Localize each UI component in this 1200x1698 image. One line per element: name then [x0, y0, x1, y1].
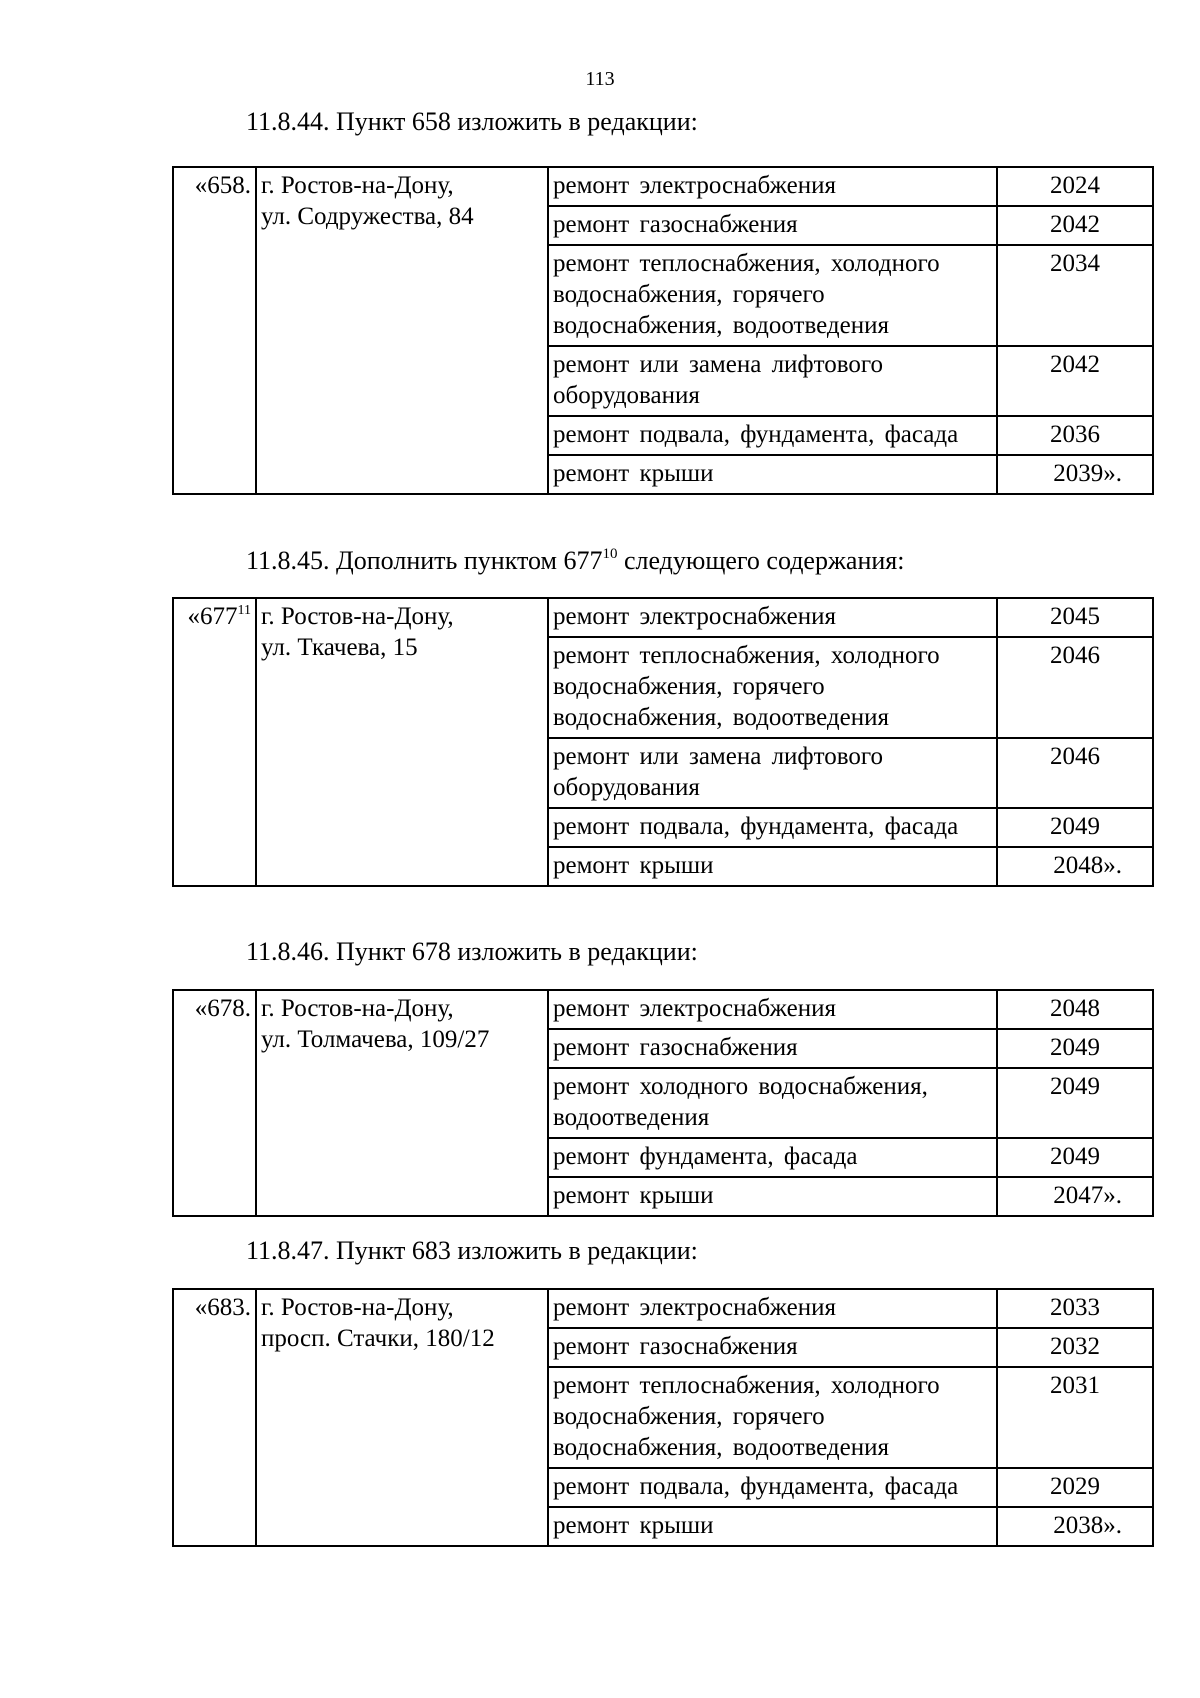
year-cell: 2024 — [997, 167, 1153, 206]
work-type-cell: ремонт подвала, фундамента, фасада — [548, 416, 997, 455]
address-cell — [256, 1289, 548, 1546]
year-cell: 2032 — [997, 1328, 1153, 1367]
work-type-cell: ремонт подвала, фундамента, фасада — [548, 1468, 997, 1507]
section-heading-677-11 — [246, 546, 904, 576]
item-number-cell — [173, 598, 256, 886]
year-cell: 2046 — [997, 738, 1153, 808]
item-number-cell — [173, 990, 256, 1216]
work-type-cell: ремонт крыши — [548, 1177, 997, 1216]
work-type-cell: ремонт газоснабжения — [548, 1328, 997, 1367]
table-row — [173, 1289, 1153, 1328]
heading-tail: следующего содержания: — [617, 546, 905, 575]
address-cell — [256, 598, 548, 886]
address-street: ул. Ткачева, 15 — [261, 634, 418, 661]
work-type-cell: ремонт теплоснабжения, холодного водоснабжения, горячего водоснабжения, водоотведения — [548, 637, 997, 738]
year-cell: 2036 — [997, 416, 1153, 455]
heading-superscript: 10 — [602, 546, 618, 562]
section-heading-678: 11.8.46. Пункт 678 изложить в редакции: — [246, 937, 698, 966]
year-cell: 2029 — [997, 1468, 1153, 1507]
address-street: ул. Содружества, 84 — [261, 203, 474, 230]
table-item-683 — [172, 1288, 1154, 1547]
year-cell: 2046 — [997, 637, 1153, 738]
work-type-cell: ремонт электроснабжения — [548, 167, 997, 206]
work-type-cell: ремонт фундамента, фасада — [548, 1138, 997, 1177]
page-number: 113 — [585, 68, 615, 90]
year-cell: 2047». — [997, 1177, 1153, 1216]
heading-text: 11.8.45. Дополнить пунктом 677 — [246, 546, 603, 575]
year-cell: 2049 — [997, 1138, 1153, 1177]
work-type-cell: ремонт холодного водоснабжения, водоотведения — [548, 1068, 997, 1138]
work-type-cell: ремонт газоснабжения — [548, 206, 997, 245]
year-cell: 2049 — [997, 808, 1153, 847]
year-cell: 2048». — [997, 847, 1153, 886]
table-item-658 — [172, 166, 1154, 495]
item-number: «677 — [187, 603, 238, 630]
work-type-cell: ремонт теплоснабжения, холодного водоснабжения, горячего водоснабжения, водоотведения — [548, 1367, 997, 1468]
table-row — [173, 990, 1153, 1029]
work-type-cell: ремонт крыши — [548, 847, 997, 886]
year-cell: 2039». — [997, 455, 1153, 494]
item-number-superscript: 11 — [237, 603, 251, 618]
work-type-cell: ремонт или замена лифтового оборудования — [548, 738, 997, 808]
item-number: «658. — [194, 172, 251, 199]
year-cell: 2034 — [997, 245, 1153, 346]
address-city: г. Ростов-на-Дону, — [261, 603, 454, 630]
work-type-cell: ремонт электроснабжения — [548, 598, 997, 637]
address-city: г. Ростов-на-Дону, — [261, 995, 454, 1022]
year-cell: 2049 — [997, 1068, 1153, 1138]
year-cell: 2048 — [997, 990, 1153, 1029]
table-item-677-11 — [172, 597, 1154, 887]
work-type-cell: ремонт газоснабжения — [548, 1029, 997, 1068]
address-city: г. Ростов-на-Дону, — [261, 1294, 454, 1321]
year-cell: 2042 — [997, 346, 1153, 416]
work-type-cell: ремонт или замена лифтового оборудования — [548, 346, 997, 416]
section-heading-658: 11.8.44. Пункт 658 изложить в редакции: — [246, 107, 698, 136]
table-row — [173, 167, 1153, 206]
address-street: просп. Стачки, 180/12 — [261, 1325, 495, 1352]
address-street: ул. Толмачева, 109/27 — [261, 1026, 490, 1053]
section-heading-683: 11.8.47. Пункт 683 изложить в редакции: — [246, 1236, 698, 1265]
work-type-cell: ремонт электроснабжения — [548, 990, 997, 1029]
address-city: г. Ростов-на-Дону, — [261, 172, 454, 199]
item-number-cell — [173, 1289, 256, 1546]
work-type-cell: ремонт подвала, фундамента, фасада — [548, 808, 997, 847]
work-type-cell: ремонт теплоснабжения, холодного водоснабжения, горячего водоснабжения, водоотведения — [548, 245, 997, 346]
item-number: «678. — [194, 995, 251, 1022]
year-cell: 2049 — [997, 1029, 1153, 1068]
table-item-678 — [172, 989, 1154, 1217]
item-number-cell — [173, 167, 256, 494]
year-cell: 2042 — [997, 206, 1153, 245]
year-cell: 2033 — [997, 1289, 1153, 1328]
table-row — [173, 598, 1153, 637]
item-number: «683. — [194, 1294, 251, 1321]
address-cell — [256, 990, 548, 1216]
address-cell — [256, 167, 548, 494]
work-type-cell: ремонт крыши — [548, 1507, 997, 1546]
year-cell: 2031 — [997, 1367, 1153, 1468]
year-cell: 2045 — [997, 598, 1153, 637]
work-type-cell: ремонт электроснабжения — [548, 1289, 997, 1328]
year-cell: 2038». — [997, 1507, 1153, 1546]
work-type-cell: ремонт крыши — [548, 455, 997, 494]
